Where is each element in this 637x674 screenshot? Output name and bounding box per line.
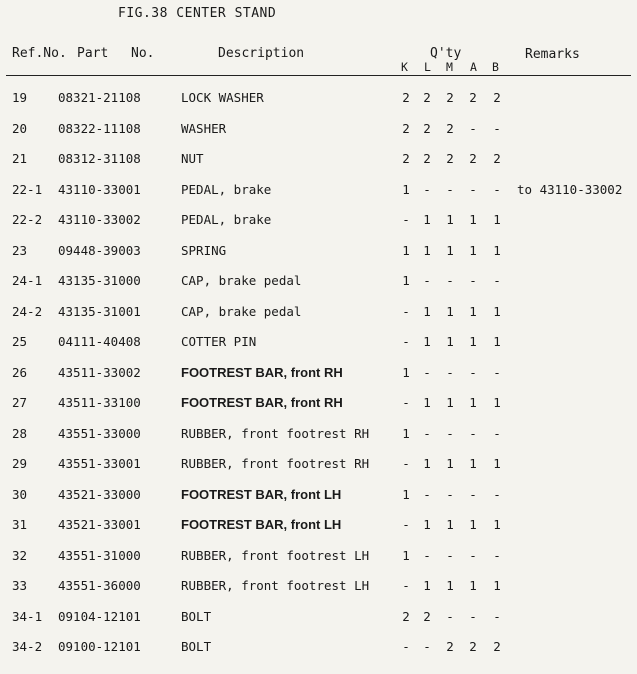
- qty-cell: 1: [446, 395, 454, 410]
- part-number-cell: 43511-33100: [58, 395, 141, 410]
- qty-cell: 1: [423, 456, 431, 471]
- ref-cell: 24-2: [12, 303, 43, 319]
- ref-cell: 19: [12, 90, 28, 105]
- part-number-cell: 09448-39003: [58, 242, 141, 258]
- qty-cell: 2: [402, 120, 410, 136]
- qty-cell: 1: [423, 517, 431, 532]
- qty-cell: -: [493, 181, 501, 197]
- qty-cell: -: [423, 547, 431, 563]
- table-row: [0, 273, 637, 293]
- qty-cell: -: [469, 486, 477, 502]
- qty-cell: -: [402, 639, 410, 654]
- qty-cell: 1: [493, 578, 501, 593]
- table-row: [0, 456, 637, 476]
- qty-cell: 1: [423, 334, 431, 349]
- table-row: [0, 182, 637, 202]
- qty-cell: -: [469, 181, 477, 197]
- qty-cell: 1: [402, 181, 410, 197]
- part-number-cell: 43551-33000: [58, 425, 141, 441]
- qty-cell: 1: [446, 242, 454, 258]
- qty-cell: 2: [446, 120, 454, 136]
- qty-cell: 1: [446, 303, 454, 319]
- qty-cell: 2: [446, 90, 454, 105]
- description-cell: LOCK WASHER: [181, 90, 264, 105]
- qty-cell: -: [469, 425, 477, 441]
- part-number-cell: 08321-21108: [58, 90, 141, 105]
- description-cell: FOOTREST BAR, front RH: [181, 364, 343, 380]
- description-cell: FOOTREST BAR, front LH: [181, 486, 342, 502]
- qty-cell: 1: [423, 578, 431, 593]
- qty-cell: 1: [469, 212, 477, 227]
- ref-cell: 28: [12, 425, 28, 441]
- qty-cell: 1: [469, 334, 477, 349]
- table-row: [0, 487, 637, 507]
- qty-cell: -: [402, 334, 410, 349]
- qty-cell: 1: [493, 456, 501, 471]
- qty-cell: 2: [423, 90, 431, 105]
- ref-cell: 23: [12, 242, 28, 258]
- table-row: [0, 609, 637, 629]
- qty-cell: 1: [423, 212, 431, 227]
- header-part-no: No.: [131, 46, 155, 61]
- qty-cell: -: [446, 486, 454, 502]
- qty-cell: 1: [469, 517, 477, 532]
- qty-cell: -: [469, 547, 477, 563]
- description-cell: RUBBER, front footrest LH: [181, 578, 370, 593]
- ref-cell: 31: [12, 517, 28, 532]
- qty-cell: 1: [469, 303, 477, 319]
- description-cell: FOOTREST BAR, front LH: [181, 517, 342, 532]
- qty-cell: 1: [423, 303, 431, 319]
- part-number-cell: 43110-33002: [58, 212, 141, 227]
- qty-cell: 1: [469, 395, 477, 410]
- qty-cell: -: [423, 486, 431, 502]
- part-number-cell: 08312-31108: [58, 151, 141, 166]
- qty-cell: 2: [446, 639, 454, 654]
- ref-cell: 22-2: [12, 212, 43, 227]
- qty-cell: 1: [493, 334, 501, 349]
- ref-cell: 33: [12, 578, 28, 593]
- ref-cell: 25: [12, 334, 28, 349]
- qty-cell: 1: [402, 425, 410, 441]
- qty-cell: 2: [423, 151, 431, 166]
- qty-cell: 2: [469, 90, 477, 105]
- qty-cell: -: [423, 273, 431, 288]
- part-number-cell: 43521-33001: [58, 517, 141, 532]
- ref-cell: 32: [12, 547, 28, 563]
- table-row: [0, 639, 637, 659]
- table-row: [0, 212, 637, 232]
- description-cell: FOOTREST BAR, front RH: [181, 395, 343, 410]
- qty-cell: 1: [423, 395, 431, 410]
- qty-cell: 1: [493, 212, 501, 227]
- qty-cell: 1: [402, 547, 410, 563]
- qty-cell: 2: [446, 151, 454, 166]
- qty-cell: 1: [402, 273, 410, 288]
- qty-cell: -: [446, 425, 454, 441]
- part-number-cell: 43521-33000: [58, 486, 141, 502]
- qty-cell: 1: [446, 212, 454, 227]
- header-qty: Q'ty: [430, 46, 462, 61]
- table-row: [0, 365, 637, 385]
- qty-cell: 2: [423, 120, 431, 136]
- part-number-cell: 09104-12101: [58, 608, 141, 624]
- qty-col-l: L: [424, 60, 431, 74]
- ref-cell: 27: [12, 395, 28, 410]
- ref-cell: 21: [12, 151, 28, 166]
- qty-col-a: A: [470, 60, 477, 74]
- remarks-cell: to 43110-33002: [517, 181, 623, 197]
- table-row: [0, 243, 637, 263]
- qty-cell: 1: [446, 456, 454, 471]
- qty-cell: 1: [469, 456, 477, 471]
- qty-cell: 2: [493, 90, 501, 105]
- description-cell: NUT: [181, 151, 204, 166]
- qty-col-b: B: [492, 60, 499, 74]
- figure-title: FIG.38 CENTER STAND: [118, 6, 277, 21]
- qty-cell: -: [446, 181, 454, 197]
- description-cell: BOLT: [181, 608, 212, 624]
- qty-cell: 1: [469, 242, 477, 258]
- description-cell: CAP, brake pedal: [181, 273, 302, 288]
- part-number-cell: 43511-33002: [58, 364, 141, 380]
- header-part: Part: [77, 46, 109, 61]
- qty-cell: -: [423, 181, 431, 197]
- part-number-cell: 43551-36000: [58, 578, 141, 593]
- table-row: [0, 334, 637, 354]
- table-row: [0, 426, 637, 446]
- table-row: [0, 548, 637, 568]
- qty-cell: -: [446, 364, 454, 380]
- qty-cell: 1: [402, 364, 410, 380]
- qty-cell: 2: [493, 151, 501, 166]
- qty-cell: -: [469, 608, 477, 624]
- table-row: [0, 395, 637, 415]
- description-cell: SPRING: [181, 242, 227, 258]
- qty-cell: 1: [446, 578, 454, 593]
- ref-cell: 29: [12, 456, 28, 471]
- table-row: [0, 151, 637, 171]
- header-description: Description: [218, 46, 305, 61]
- qty-cell: 2: [402, 151, 410, 166]
- table-row: [0, 304, 637, 324]
- description-cell: PEDAL, brake: [181, 212, 272, 227]
- ref-cell: 26: [12, 364, 28, 380]
- header-remarks: Remarks: [525, 47, 580, 62]
- qty-cell: -: [402, 456, 410, 471]
- qty-col-k: K: [401, 60, 408, 74]
- part-number-cell: 08322-11108: [58, 120, 141, 136]
- qty-cell: 2: [469, 151, 477, 166]
- description-cell: PEDAL, brake: [181, 181, 272, 197]
- qty-cell: 1: [493, 303, 501, 319]
- qty-cell: 1: [493, 242, 501, 258]
- qty-cell: 2: [423, 608, 431, 624]
- qty-cell: 1: [493, 517, 501, 532]
- qty-cell: -: [402, 517, 410, 532]
- ref-cell: 22-1: [12, 181, 43, 197]
- description-cell: WASHER: [181, 120, 227, 136]
- description-cell: RUBBER, front footrest RH: [181, 425, 370, 441]
- qty-cell: -: [493, 120, 501, 136]
- qty-cell: -: [493, 547, 501, 563]
- qty-cell: -: [493, 273, 501, 288]
- qty-cell: 2: [469, 639, 477, 654]
- qty-cell: 2: [493, 639, 501, 654]
- qty-cell: 2: [402, 90, 410, 105]
- table-row: [0, 90, 637, 110]
- qty-cell: 1: [446, 334, 454, 349]
- qty-cell: 1: [493, 395, 501, 410]
- ref-cell: 34-1: [12, 608, 43, 624]
- qty-cell: 1: [402, 486, 410, 502]
- part-number-cell: 43110-33001: [58, 181, 141, 197]
- description-cell: RUBBER, front footrest LH: [181, 547, 370, 563]
- qty-cell: 1: [469, 578, 477, 593]
- description-cell: COTTER PIN: [181, 334, 257, 349]
- qty-cell: -: [402, 395, 410, 410]
- qty-col-m: M: [446, 60, 453, 74]
- qty-cell: -: [402, 212, 410, 227]
- part-number-cell: 04111-40408: [58, 334, 141, 349]
- description-cell: CAP, brake pedal: [181, 303, 302, 319]
- qty-cell: -: [402, 578, 410, 593]
- qty-cell: -: [493, 608, 501, 624]
- description-cell: RUBBER, front footrest RH: [181, 456, 370, 471]
- qty-cell: -: [493, 486, 501, 502]
- header-ref-no: Ref.No.: [12, 46, 67, 61]
- part-number-cell: 43135-31000: [58, 273, 141, 288]
- description-cell: BOLT: [181, 639, 212, 654]
- ref-cell: 30: [12, 486, 28, 502]
- part-number-cell: 43551-31000: [58, 547, 141, 563]
- part-number-cell: 43135-31001: [58, 303, 141, 319]
- qty-cell: 1: [446, 517, 454, 532]
- qty-cell: -: [402, 303, 410, 319]
- ref-cell: 20: [12, 120, 28, 136]
- qty-cell: -: [423, 639, 431, 654]
- qty-cell: -: [423, 425, 431, 441]
- header-rule: [6, 75, 631, 76]
- qty-cell: -: [493, 364, 501, 380]
- ref-cell: 34-2: [12, 639, 43, 654]
- qty-cell: 1: [423, 242, 431, 258]
- qty-cell: -: [493, 425, 501, 441]
- qty-cell: -: [469, 273, 477, 288]
- qty-cell: -: [469, 364, 477, 380]
- table-row: [0, 517, 637, 537]
- qty-cell: -: [446, 608, 454, 624]
- qty-cell: -: [469, 120, 477, 136]
- qty-cell: -: [423, 364, 431, 380]
- table-row: [0, 578, 637, 598]
- qty-cell: -: [446, 547, 454, 563]
- part-number-cell: 09100-12101: [58, 639, 141, 654]
- qty-cell: 1: [402, 242, 410, 258]
- part-number-cell: 43551-33001: [58, 456, 141, 471]
- qty-cell: 2: [402, 608, 410, 624]
- qty-cell: -: [446, 273, 454, 288]
- ref-cell: 24-1: [12, 273, 43, 288]
- table-row: [0, 121, 637, 141]
